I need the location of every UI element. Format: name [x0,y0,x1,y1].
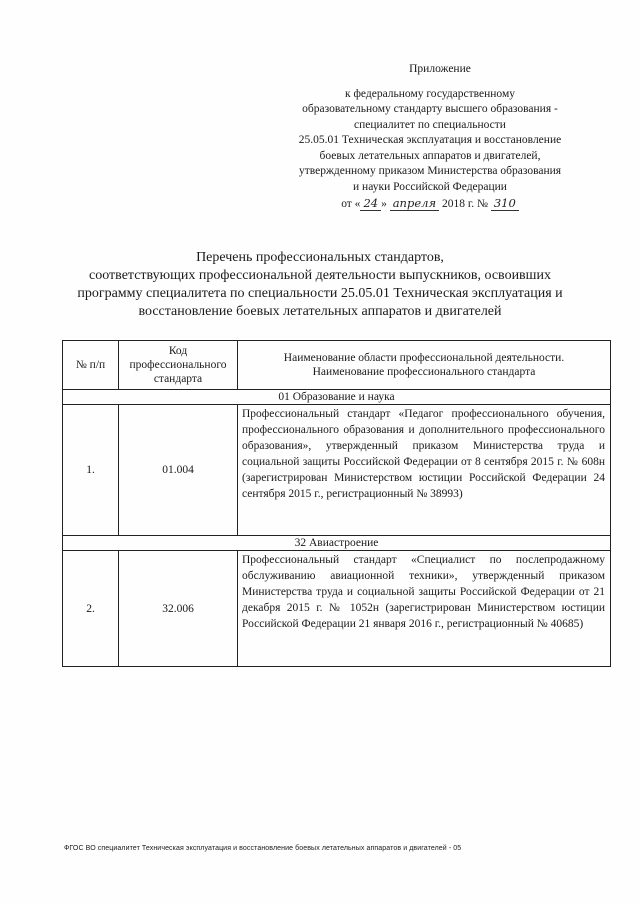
appendix-line: специалитет по специальности [354,118,506,131]
section-title: 01 Образование и наука [63,390,611,405]
document-title [40,249,600,321]
table-row [63,551,611,667]
appendix-line: образовательному стандарту высшего образования - [302,103,558,115]
row-num: 2. [63,551,119,667]
section-title: 32 Авиастроение [63,536,611,551]
appendix-block [250,62,640,213]
handwritten-order-number: 310 [491,196,519,211]
date-year: 2018 г. № [439,198,491,210]
row-description: Профессиональный стандарт «Педагог профессионального обучения, профессионального образования и дополнительного профессионального образования», утвержденный приказом Министерства труда и социальной защиты Российской Федерации от 8 сентября 2015 г. № 608н (зарегистрирован Министерством юстиции Российской Федерации 24 сентября 2015 г., регистрационный № 38993) [238,405,611,536]
appendix-line: и науки Российской Федерации [353,180,507,193]
row-code: 32.006 [119,551,238,667]
appendix-line: к федеральному государственному [345,87,515,100]
order-date-line [250,196,610,213]
page-footer: ФГОС ВО специалитет Техническая эксплуатация и восстановление боевых летательных аппаратов и двигателей - 05 [64,845,462,852]
handwritten-day: 24 [360,196,381,211]
appendix-line: 25.05.01 Техническая эксплуатация и восстановление [298,134,562,146]
date-prefix: от « [341,198,361,210]
header-name: Наименование области профессиональной деятельности. Наименование профессионального стандарта [238,341,611,390]
title-line: восстановление боевых летательных аппаратов и двигателей [138,304,502,319]
title-line: Перечень профессиональных стандартов, [196,250,444,265]
appendix-line: утвержденному приказом Министерства образования [298,165,562,177]
appendix-title: Приложение [409,63,471,75]
header-code: Код профессионального стандарта [119,341,238,390]
date-mid: » [381,198,390,210]
row-num: 1. [63,405,119,536]
title-line: соответствующих профессиональной деятельности выпускников, освоивших [89,268,551,283]
section-row [63,536,611,551]
row-description: Профессиональный стандарт «Специалист по послепродажному обслуживанию авиационной техники», утвержденный приказом Министерства труда и социальной защиты Российской Федерации от 21 декабря 2015 г. № 1052н (зарегистрирован Министерством юстиции Российской Федерации 21 января 2016 г., регистрационный № 40685) [238,551,611,667]
row-code: 01.004 [119,405,238,536]
title-line: программу специалитета по специальности 25.05.01 Техническая эксплуатация и [77,286,563,301]
appendix-line: боевых летательных аппаратов и двигателей, [319,149,541,162]
table-header-row [63,341,611,390]
table-row [63,405,611,536]
header-num: № п/п [63,341,119,390]
standards-table [62,340,611,667]
handwritten-month: апреля [390,196,439,211]
section-row [63,390,611,405]
